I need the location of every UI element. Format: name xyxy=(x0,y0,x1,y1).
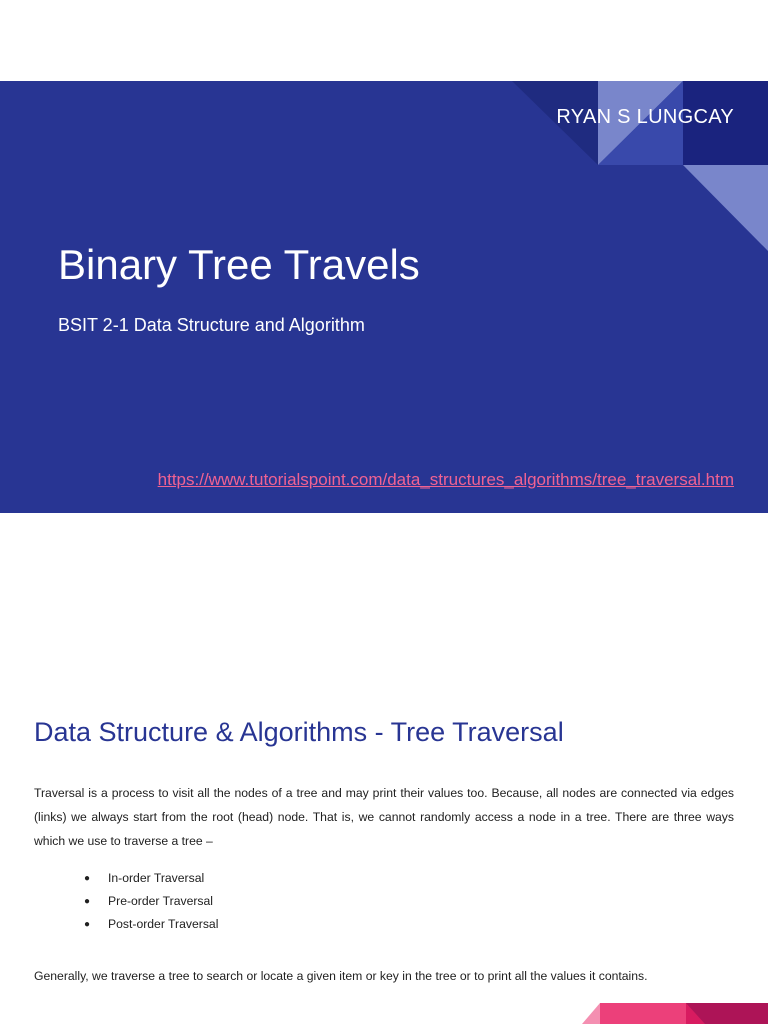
list-item-label: In-order Traversal xyxy=(108,871,205,885)
summary-paragraph: Generally, we traverse a tree to search or locate a given item or key in the tree or to print all the values it contains. xyxy=(34,969,648,983)
corner-decoration xyxy=(0,81,768,513)
content-slide xyxy=(0,513,768,1024)
bullet-icon: ● xyxy=(84,919,91,930)
bullet-icon: ● xyxy=(84,896,91,907)
source-link[interactable]: https://www.tutorialspoint.com/data_structures_algorithms/tree_traversal.htm xyxy=(157,470,734,489)
bullet-icon: ● xyxy=(84,873,91,884)
section-heading: Data Structure & Algorithms - Tree Traversal xyxy=(34,717,564,747)
slide-subtitle: BSIT 2-1 Data Structure and Algorithm xyxy=(58,315,365,335)
intro-paragraph: Traversal is a process to visit all the nodes of a tree and may print their values too. Because, all nodes are connected via edges (links) we always start from the root (head) node. That is, we cannot randomly access a node in a tree. There are three ways which we use to traverse a tree – xyxy=(34,786,734,848)
list-item-label: Pre-order Traversal xyxy=(108,894,213,908)
author-name: RYAN S LUNGCAY xyxy=(556,106,734,128)
deco-triangle-lower-light xyxy=(683,165,768,251)
title-slide xyxy=(0,81,768,513)
slide-title: Binary Tree Travels xyxy=(58,241,420,288)
deco-corner-pink xyxy=(600,1003,686,1024)
corner-decoration-bottom xyxy=(0,513,768,1024)
list-item-label: Post-order Traversal xyxy=(108,917,219,931)
